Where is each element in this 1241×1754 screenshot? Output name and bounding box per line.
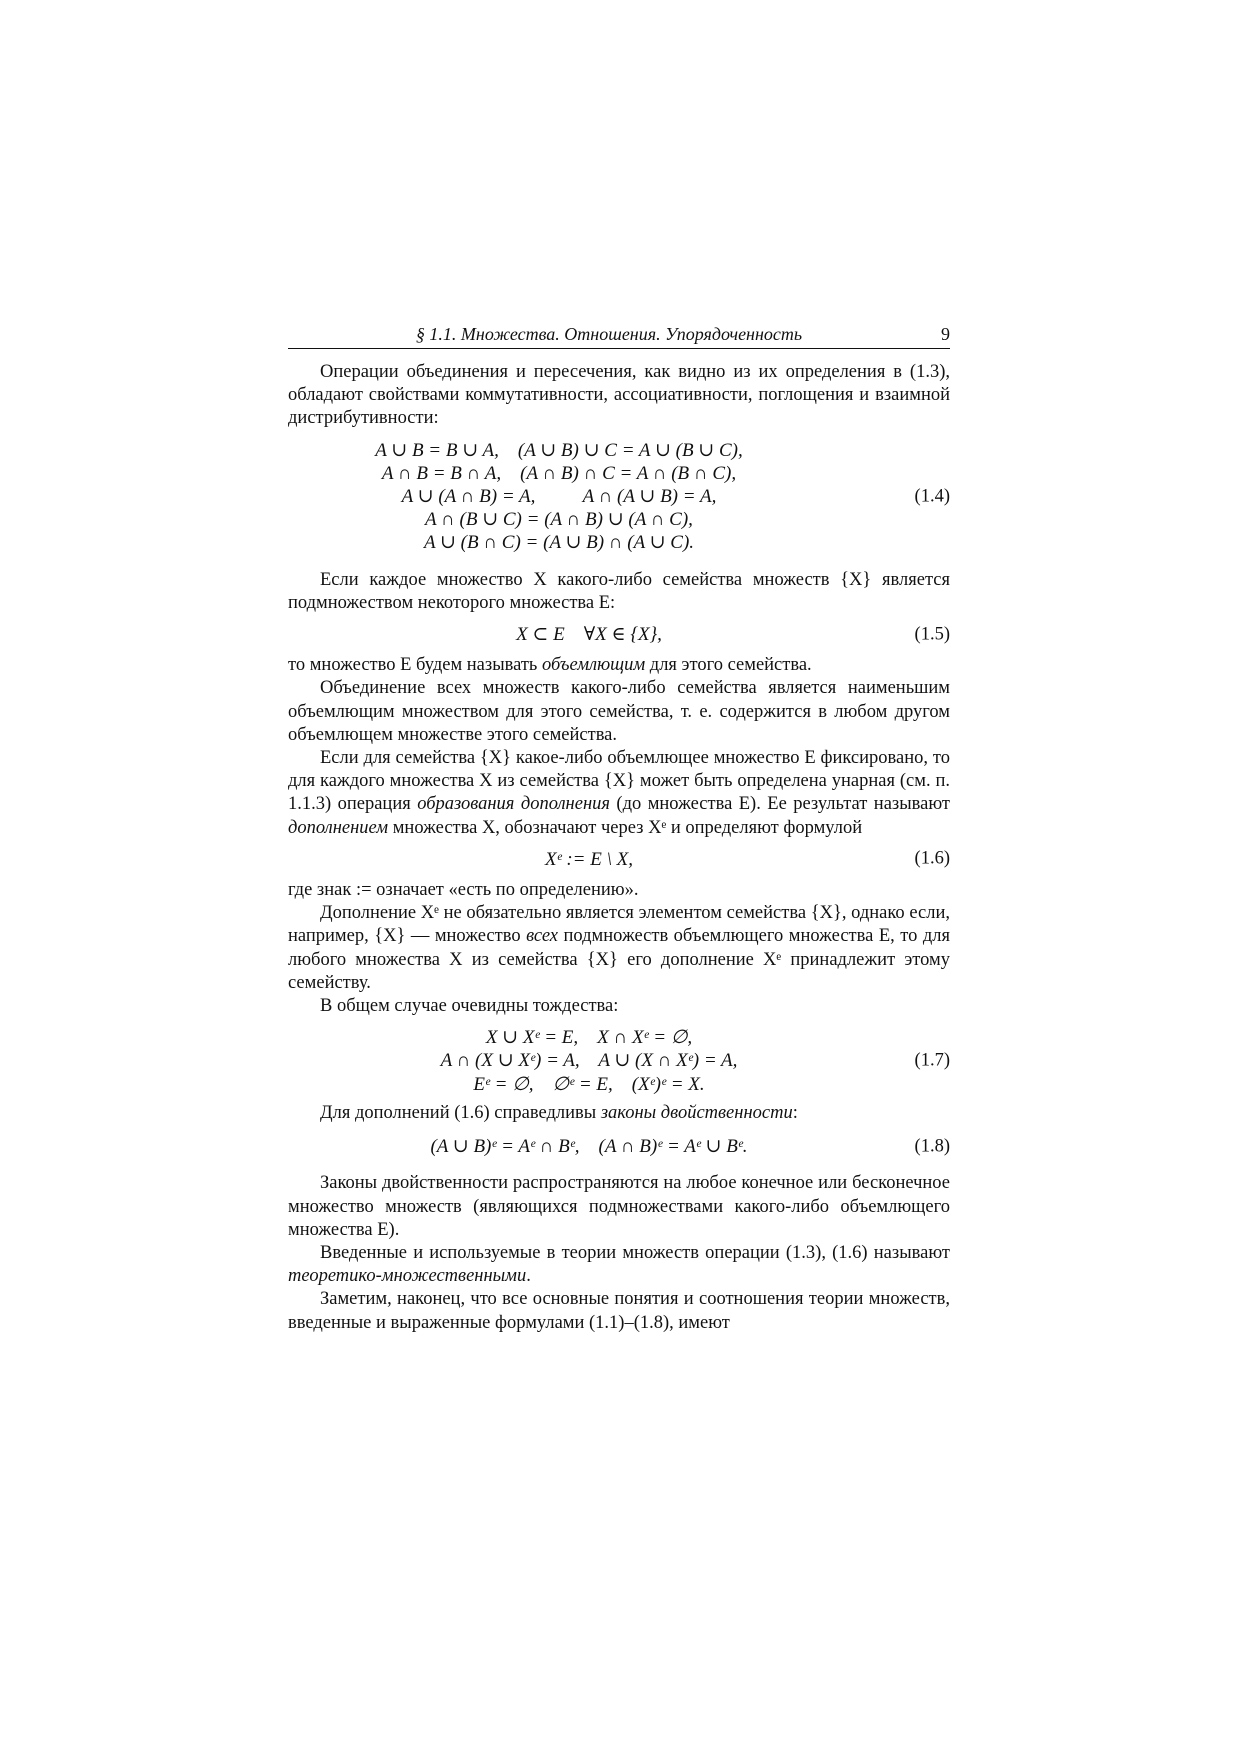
equation-tag: (1.4)	[914, 486, 950, 507]
page-number: 9	[941, 324, 950, 344]
eq14-line: A ∩ (B ∪ C) = (A ∩ B) ∪ (A ∩ C),	[425, 509, 693, 531]
equation-1-7	[288, 1026, 950, 1096]
equation-tag: (1.8)	[914, 1136, 950, 1157]
eq17-line: X ∪ Xᵉ = E, X ∩ Xᵉ = ∅,	[485, 1027, 693, 1049]
equation-1-8	[288, 1135, 950, 1158]
p3-text-end: для этого семейства.	[645, 655, 812, 676]
eq14-line: A ∪ (A ∩ B) = A, A ∩ (A ∪ B) = A,	[401, 486, 717, 508]
eq14-line: A ∩ B = B ∩ A, (A ∩ B) ∩ C = A ∩ (B ∩ C),	[381, 462, 737, 484]
eq14-line: A ∪ (B ∩ C) = (A ∪ B) ∩ (A ∪ C).	[423, 532, 695, 554]
p3-text: то множество E будем называть	[288, 655, 542, 676]
p5-text: Если для семейства {X} какое-либо объемлющее множество E фиксировано, то для каждого множества X из семейства {X} может быть определена унарная (см. п. 1.1.3) операция	[288, 748, 950, 815]
p11-text-end: .	[526, 1266, 531, 1287]
term-duality-laws: законы двойственности	[600, 1102, 793, 1123]
paragraph-duality-extends: Законы двойственности распространяются на любое конечное или бесконечное множество множеств (являющихся подмножествами какого-либо объемлющего множества E).	[288, 1173, 950, 1240]
eq18-line: (A ∪ B)ᵉ = Aᵉ ∩ Bᵉ, (A ∩ B)ᵉ = Aᵉ ∪ Bᵉ.	[430, 1136, 748, 1158]
equation-1-4	[288, 439, 950, 555]
term-set-theoretic: теоретико-множественными	[288, 1266, 527, 1287]
eq17-line: A ∩ (X ∪ Xᵉ) = A, A ∪ (X ∩ Xᵉ) = A,	[440, 1050, 738, 1072]
equation-tag: (1.5)	[914, 624, 950, 645]
p5-text-3: множества X, обозначают через Xᵉ и определяют формулой	[388, 817, 863, 838]
eq14-line: A ∪ B = B ∪ A, (A ∪ B) ∪ C = A ∪ (B ∪ C),	[375, 439, 743, 461]
eq15-line: X ⊂ E ∀X ∈ {X},	[516, 624, 662, 646]
p9-text-end: :	[792, 1102, 798, 1123]
running-title: § 1.1. Множества. Отношения. Упорядоченность	[415, 324, 803, 344]
paragraph-finally: Заметим, наконец, что все основные понятия и соотношения теории множеств, введенные и выраженные формулами (1.1)–(1.8), имеют	[288, 1289, 950, 1333]
term-complement: дополнением	[288, 817, 389, 838]
paragraph-enclosing	[288, 654, 950, 677]
p7-text-2: подмножеств объемлющего множества E, то для любого множества X из семейства {X} его дополнение Xᵉ принадлежит этому семейству.	[288, 926, 951, 993]
p5-text-2: (до множества E). Ее результат называют	[609, 794, 951, 815]
paragraph-family: Если каждое множество X какого-либо семейства множеств {X} является подмножеством некоторого множества E:	[288, 569, 950, 613]
equation-1-6	[288, 848, 950, 871]
p9-text: Для дополнений (1.6) справедливы	[320, 1102, 601, 1123]
equation-1-5	[288, 623, 950, 646]
term-all: всех	[526, 926, 559, 947]
paragraph-identities: В общем случае очевидны тождества:	[320, 996, 619, 1017]
paragraph-properties: Операции объединения и пересечения, как видно из их определения в (1.3), обладают свойствами коммутативности, ассоциативности, поглощения и взаимной дистрибутивности:	[288, 362, 950, 429]
p7-text: Дополнение Xᵉ не обязательно является элементом семейства {X}, однако если, например, {X} — множество	[288, 903, 950, 947]
paragraph-complement-family	[288, 902, 950, 995]
eq17-line: Eᵉ = ∅, ∅ᵉ = E, (Xᵉ)ᵉ = X.	[473, 1073, 705, 1095]
paragraph-duality	[288, 1102, 950, 1125]
page	[288, 322, 950, 1335]
term-complement-formation: образования дополнения	[417, 794, 610, 815]
paragraph-complement	[288, 747, 950, 840]
paragraph-union-minimal: Объединение всех множеств какого-либо семейства является наименьшим объемлющим множеством для этого семейства, т. е. содержится в любом другом объемлющем множестве этого семейства.	[288, 678, 950, 745]
paragraph-set-theoretic	[288, 1242, 950, 1288]
running-header	[288, 322, 950, 349]
paragraph-definition-sign: где знак := означает «есть по определению».	[288, 880, 639, 901]
equation-tag: (1.7)	[914, 1050, 950, 1071]
equation-tag: (1.6)	[914, 848, 950, 869]
p11-text: Введенные и используемые в теории множеств операции (1.3), (1.6) называют	[320, 1242, 950, 1263]
eq16-line: Xᵉ := E \ X,	[545, 848, 633, 870]
term-enclosing: объемлющим	[542, 655, 646, 676]
